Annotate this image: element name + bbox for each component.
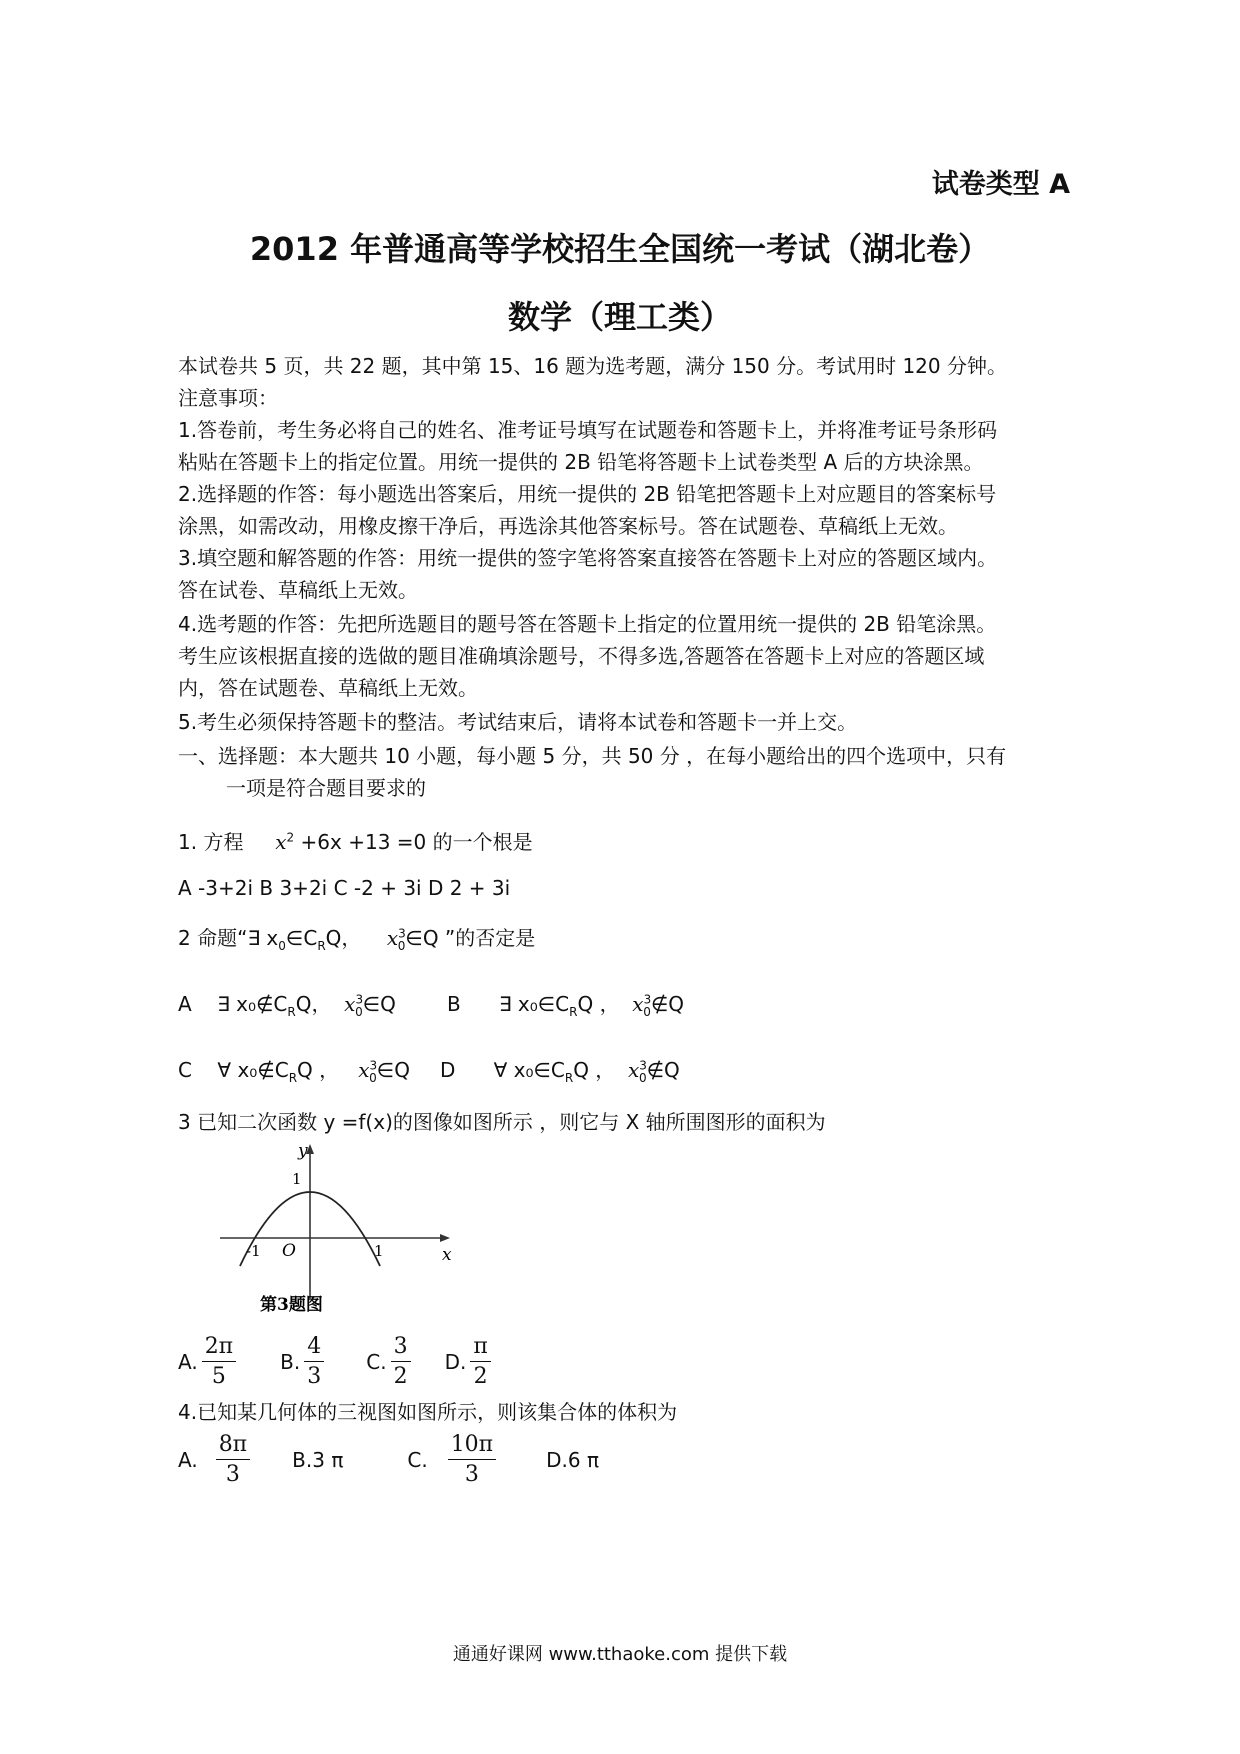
option-c-fraction: $\frac{10\pi}{3}$ — [448, 1432, 496, 1488]
note-line: 3.填空题和解答题的作答：用统一提供的签字笔将答案直接答在答题卡上对应的答题区域内。 — [178, 546, 998, 570]
question-2-stem: 2 命题“∃ $x_0\in C_RQ$， $x^3_0\in Q$ ”的否定是 — [178, 926, 536, 953]
option-a-fraction: $\frac{2\pi}{5}$ — [202, 1334, 236, 1390]
option-a-fraction: $\frac{8\pi}{3}$ — [216, 1432, 250, 1488]
paper-type: 试卷类型 A — [931, 169, 1070, 200]
option-c-fraction: $\frac{3}{2}$ — [391, 1334, 411, 1390]
notice-heading: 注意事项： — [178, 386, 278, 410]
note-line: 4.选考题的作答：先把所选题目的题号答在答题卡上指定的位置用统一提供的 2B 铅笔涂黑。 — [178, 612, 997, 636]
question-2-option-a: A ∃ $x_0\notin C_RQ$， $x^3_0\in Q$ — [178, 992, 396, 1019]
x-tick-pos-label: 1 — [374, 1242, 384, 1260]
x-tick-neg-label: -1 — [246, 1242, 261, 1260]
note-line: 粘贴在答题卡上的指定位置。用统一提供的 2B 铅笔将答题卡上试卷类型 A 后的方块涂黑。 — [178, 450, 984, 474]
question-3-figure — [170, 1140, 460, 1320]
option-a-label: A. — [178, 1447, 198, 1472]
option-a-label: A. — [178, 1349, 198, 1374]
y-tick-label: 1 — [292, 1170, 302, 1188]
question-4-options — [178, 1432, 599, 1488]
y-axis-label: y — [298, 1141, 308, 1161]
question-2-option-b: B ∃ $x_0\in C_RQ$ ， $x^3_0\notin Q$ — [447, 992, 685, 1019]
note-line: 2.选择题的作答：每小题选出答案后，用统一提供的 2B 铅笔把答题卡上对应题目的答案标号 — [178, 482, 997, 506]
note-line: 考生应该根据直接的选做的题目准确填涂题号，不得多选,答题答在答题卡上对应的答题区域 — [178, 644, 985, 668]
question-2-option-c: C ∀ $x_0\notin C_RQ$ ， $x^3_0\in Q$ — [178, 1058, 410, 1085]
option-b: B.3 π — [292, 1447, 344, 1472]
question-1-options: A -3+2i B 3+2i C -2 + 3i D 2 + 3i — [178, 876, 511, 900]
figure-caption: 第3题图 — [260, 1295, 323, 1315]
exam-subtitle: 数学（理工类） — [507, 298, 732, 336]
footer-credit: 通通好课网 www.tthaoke.com 提供下载 — [452, 1644, 788, 1665]
note-line: 5.考生必须保持答题卡的整洁。考试结束后，请将本试卷和答题卡一并上交。 — [178, 710, 858, 734]
exam-title: 2012 年普通高等学校招生全国统一考试（湖北卷） — [249, 230, 991, 268]
x-axis-arrow-icon — [440, 1234, 450, 1242]
option-d-label: D. — [444, 1349, 467, 1374]
option-c-label: C. — [366, 1349, 387, 1374]
question-3-stem: 3 已知二次函数 y =f(x)的图像如图所示 ，则它与 X 轴所围图形的面积为 — [178, 1110, 826, 1134]
option-d-fraction: $\frac{\pi}{2}$ — [470, 1334, 490, 1390]
question-3-options — [178, 1334, 495, 1390]
intro-summary: 本试卷共 5 页，共 22 题，其中第 15、16 题为选考题，满分 150 分。考试用时 120 分钟。 — [178, 354, 1007, 378]
option-d: D.6 π — [546, 1447, 600, 1472]
option-b-label: B. — [280, 1349, 301, 1374]
section-heading: 一、选择题：本大题共 10 小题，每小题 5 分，共 50 分 ，在每小题给出的四个选项中，只有 — [178, 744, 1007, 768]
origin-label: O — [282, 1241, 296, 1261]
note-line: 涂黑，如需改动，用橡皮擦干净后，再选涂其他答案标号。答在试题卷、草稿纸上无效。 — [178, 514, 958, 538]
option-b-fraction: $\frac{4}{3}$ — [304, 1334, 324, 1390]
section-heading-cont: 一项是符合题目要求的 — [226, 776, 426, 800]
option-c-label: C. — [407, 1447, 428, 1472]
question-4-stem: 4.已知某几何体的三视图如图所示，则该集合体的体积为 — [178, 1400, 678, 1424]
note-line: 答在试卷、草稿纸上无效。 — [178, 578, 418, 602]
question-1-stem: 1. 方程 $x^2 +6x +13 =0$ 的一个根是 — [178, 830, 533, 854]
note-line: 内，答在试题卷、草稿纸上无效。 — [178, 676, 478, 700]
note-line: 1.答卷前，考生务必将自己的姓名、准考证号填写在试题卷和答题卡上，并将准考证号条形码 — [178, 418, 998, 442]
x-axis-label: x — [442, 1245, 452, 1265]
question-2-option-d: D ∀ $x_0\in C_RQ$ ， $x^3_0\notin Q$ — [440, 1058, 680, 1085]
